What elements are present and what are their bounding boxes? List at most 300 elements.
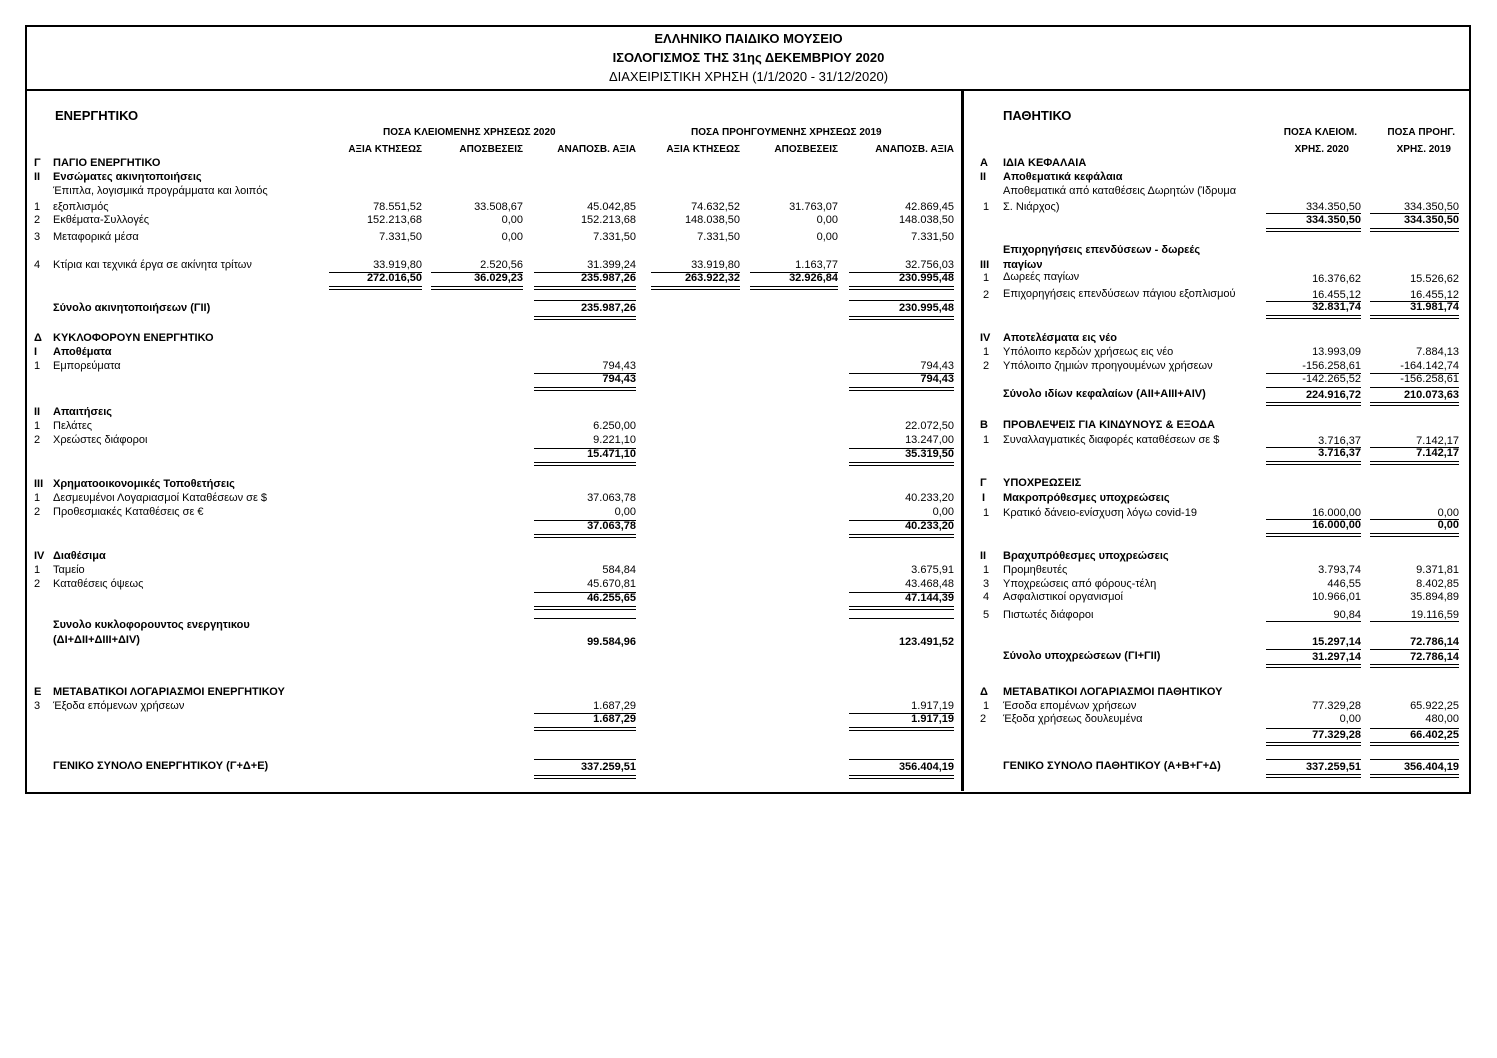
amount-cell: 7.331,50 (593, 231, 636, 243)
underline (1370, 387, 1459, 388)
row-number: 3 (983, 578, 990, 590)
fixed-total-2020: 235.987,26 (580, 302, 636, 314)
double-underline (651, 289, 740, 290)
subtotal-cell: 32.831,74 (1312, 301, 1361, 313)
subtotal-cell: 77.329,28 (1312, 729, 1361, 741)
double-underline (431, 289, 523, 290)
row-label: Ασφαλιστικοί οργανισμοί (1003, 591, 1123, 603)
row-label: Δεσμευμένοι Λογαριασμοί Καταθέσεων σε $ (53, 492, 268, 504)
double-underline (1370, 318, 1459, 319)
double-underline (849, 537, 954, 538)
double-underline (534, 465, 636, 466)
double-underline (1266, 461, 1361, 462)
amount-cell: 77.329,28 (1312, 700, 1361, 712)
underline (1266, 759, 1361, 760)
amount-cell: 10.966,01 (1312, 591, 1361, 603)
row-label: Εμπορεύματα (53, 360, 121, 372)
amount-cell: 45.042,85 (587, 201, 636, 213)
amount-cell: 35.894,89 (1410, 591, 1459, 603)
row-label: Προθεσμιακές Καταθέσεις σε € (53, 506, 204, 518)
row-number: 2 (983, 289, 990, 301)
amount-cell: 794,43 (602, 360, 636, 372)
double-underline (849, 286, 954, 287)
amount-cell: 78.551,52 (373, 201, 422, 213)
amount-cell: 7.331,50 (379, 231, 422, 243)
double-underline (1370, 742, 1459, 743)
row-number: 1 (983, 346, 990, 358)
amount-cell: 33.508,67 (474, 201, 523, 213)
col-header-2020: ΧΡΗΣ. 2020 (1294, 144, 1349, 155)
subtotal-cell: 334.350,50 (1403, 214, 1459, 226)
subtotal-cell: 1.917,19 (911, 713, 954, 725)
amount-cell: 0,00 (614, 506, 636, 518)
col-header-dep: ΑΠΟΣΒΕΣΕΙΣ (459, 144, 523, 155)
amount-cell: 40.233,20 (905, 492, 954, 504)
double-underline (1370, 402, 1459, 403)
subtotal-cell: 235.987,26 (580, 272, 636, 284)
section-code: ΙΙ (34, 171, 41, 183)
subtotal-cell: 36.029,23 (474, 272, 523, 284)
section-code: Ι (982, 492, 986, 504)
assets-grand-total-label: ΓΕΝΙΚΟ ΣΥΝΟΛΟ ΕΝΕΡΓΗΤΙΚΟΥ (Γ+Δ+Ε) (53, 760, 269, 772)
amount-cell: 334.350,50 (1305, 201, 1361, 213)
subsection-title: Αποθεματικά κεφάλαια (1003, 171, 1123, 183)
amount-cell: 3.675,91 (911, 564, 954, 576)
section-title: ΙΔΙΑ ΚΕΦΑΛΑΙΑ (1003, 157, 1087, 169)
row-number: 2 (34, 214, 41, 226)
row-number: 1 (983, 700, 990, 712)
col-header-2019: ΠΟΣΑ ΠΡΟΗΓ. (1387, 127, 1455, 138)
section-code: Α (980, 157, 988, 169)
double-underline (1266, 318, 1361, 319)
double-underline (1266, 664, 1361, 665)
assets-grand-total-2019: 356.404,19 (898, 761, 954, 773)
row-number: 3 (34, 231, 41, 243)
subsection-title: Διαθέσιμα (53, 550, 106, 562)
subtotal-cell: 37.063,78 (587, 520, 636, 532)
statement-title: ΙΣΟΛΟΓΙΣΜΟΣ ΤΗΣ 31ης ΔΕΚΕΜΒΡΙΟΥ 2020 (612, 50, 885, 65)
amount-cell: 33.919,80 (691, 259, 740, 271)
subtotal-cell: 794,43 (920, 373, 954, 385)
underline (849, 300, 954, 301)
assets-heading: ΕΝΕΡΓΗΤΙΚΟ (55, 108, 139, 123)
row-number: 1 (34, 201, 41, 213)
row-label: Σ. Νιάρχος) (1003, 201, 1060, 213)
row-number: 1 (983, 201, 990, 213)
subsection-title: Επιχορηγήσεις επενδύσεων - δωρεές (1003, 244, 1201, 256)
current-total-2019: 123.491,52 (898, 636, 954, 648)
subsection-title: Ενσώματες ακινητοποιήσεις (53, 171, 202, 183)
subtotal-cell: 47.144,39 (905, 592, 954, 604)
subtotal-cell: 794,43 (602, 373, 636, 385)
liabilities-grand-total-2020: 337.259,51 (1305, 761, 1361, 773)
subtotal-cell: 334.350,50 (1305, 214, 1361, 226)
section-title: ΠΡΟΒΛΕΨΕΙΣ ΓΙΑ ΚΙΝΔΥΝΟΥΣ & ΕΞΟΔΑ (1003, 419, 1215, 431)
debts-total-2019: 72.786,14 (1410, 651, 1459, 663)
double-underline (1266, 777, 1361, 778)
column-divider (961, 91, 964, 791)
amount-cell: 13.993,09 (1312, 346, 1361, 358)
section-code: Δ (980, 686, 988, 698)
underline (1370, 621, 1459, 622)
double-underline (534, 390, 636, 391)
subtotal-cell: 66.402,25 (1410, 729, 1459, 741)
col-header-2019: ΧΡΗΣ. 2019 (1396, 144, 1451, 155)
amount-cell: 0,00 (816, 231, 838, 243)
liabilities-heading: ΠΑΘΗΤΙΚΟ (1003, 108, 1072, 123)
row-label: Πελάτες (53, 420, 93, 432)
double-underline (750, 289, 838, 290)
col-group-2019: ΠΟΣΑ ΠΡΟΗΓΟΥΜΕΝΗΣ ΧΡΗΣΕΩΣ 2019 (691, 127, 882, 138)
subsection-title: Αποτελέσματα εις νέο (1003, 332, 1117, 344)
double-underline (1266, 667, 1361, 668)
subsection-title: Βραχυπρόθεσμες υποχρεώσεις (1003, 550, 1169, 562)
amount-cell: 0,00 (1437, 507, 1459, 519)
row-label: Καταθέσεις όψεως (53, 578, 144, 590)
double-underline (329, 286, 422, 287)
double-underline (534, 775, 636, 776)
liabilities-grand-total-label: ΓΕΝΙΚΟ ΣΥΝΟΛΟ ΠΑΘΗΤΙΚΟΥ (Α+Β+Γ+Δ) (1003, 760, 1221, 772)
double-underline (651, 286, 740, 287)
underline (1370, 759, 1459, 760)
double-underline (849, 534, 954, 535)
double-underline (1266, 533, 1361, 534)
amount-cell: 152.213,68 (580, 214, 636, 226)
amount-cell: 74.632,52 (691, 201, 740, 213)
double-underline (1266, 402, 1361, 403)
double-underline (849, 727, 954, 728)
underline (1266, 621, 1361, 622)
section-code: Γ (34, 157, 41, 169)
row-label: Ταμείο (53, 564, 85, 576)
amount-cell: 16.455,12 (1312, 289, 1361, 301)
amount-cell: 19.116,59 (1410, 609, 1459, 621)
double-underline (750, 286, 838, 287)
double-underline (534, 534, 636, 535)
double-underline (1370, 405, 1459, 406)
amount-cell: -156.258,61 (1302, 360, 1361, 372)
col-header-cost: ΑΞΙΑ ΚΤΗΣΕΩΣ (348, 144, 422, 155)
double-underline (849, 390, 954, 391)
row-number: 2 (34, 434, 41, 446)
liabilities-grand-total-2019: 356.404,19 (1403, 761, 1459, 773)
row-label: Έπιπλα, λογισμικά προγράμματα και λοιπός (53, 185, 268, 197)
section-code: Δ (34, 332, 42, 344)
double-underline (849, 775, 954, 776)
section-title: ΚΥΚΛΟΦΟΡΟΥΝ ΕΝΕΡΓΗΤΙΚΟ (53, 332, 214, 344)
double-underline (534, 316, 636, 317)
row-label: Εκθέματα-Συλλογές (53, 214, 150, 226)
subtotal-cell: 272.016,50 (366, 272, 422, 284)
amount-cell: 6.250,00 (593, 420, 636, 432)
amount-cell: 43.468,48 (905, 578, 954, 590)
double-underline (1370, 667, 1459, 668)
double-underline (329, 289, 422, 290)
amount-cell: 16.376,62 (1312, 273, 1361, 285)
double-underline (849, 316, 954, 317)
underline (1266, 387, 1361, 388)
fixed-total-2019: 230.995,48 (898, 302, 954, 314)
double-underline (1370, 461, 1459, 462)
row-label: Δωρεές παγίων (1003, 271, 1080, 283)
double-underline (534, 289, 636, 290)
section-title: ΜΕΤΑΒΑΤΙΚΟΙ ΛΟΓΑΡΙΑΣΜΟΙ ΠΑΘΗΤΙΚΟΥ (1003, 686, 1223, 698)
row-number: 4 (983, 591, 990, 603)
subtotal-cell: 15.471,10 (587, 448, 636, 460)
subtotal-cell: 0,00 (1437, 519, 1459, 531)
section-code: Β (980, 419, 988, 431)
col-header-net: ΑΝΑΠΟΣΒ. ΑΞΙΑ (557, 144, 636, 155)
amount-cell: 1.163,77 (795, 259, 838, 271)
row-number: 1 (983, 272, 990, 284)
amount-cell: 8.402,85 (1416, 578, 1459, 590)
section-title: ΥΠΟΧΡΕΩΣΕΙΣ (1003, 477, 1082, 489)
row-label: Έξοδα χρήσεως δουλευμένα (1003, 713, 1143, 725)
double-underline (534, 462, 636, 463)
underline (849, 759, 954, 760)
row-number: 2 (983, 360, 990, 372)
underline (849, 618, 954, 619)
amount-cell: 1.687,29 (593, 700, 636, 712)
header-divider (25, 89, 1471, 91)
amount-cell: 1.917,19 (911, 700, 954, 712)
underline (1370, 649, 1459, 650)
subtotal-cell: 1.687,29 (593, 713, 636, 725)
double-underline (1370, 464, 1459, 465)
double-underline (431, 286, 523, 287)
amount-cell: 148.038,50 (684, 214, 740, 226)
subsection-title: παγίων (1003, 259, 1043, 271)
amount-cell: 9.221,10 (593, 434, 636, 446)
amount-cell: 45.670,81 (587, 578, 636, 590)
double-underline (1370, 745, 1459, 746)
double-underline (849, 387, 954, 388)
amount-cell: 446,55 (1327, 578, 1361, 590)
double-underline (534, 609, 636, 610)
subtotal-cell: -142.265,52 (1302, 373, 1361, 385)
section-code: Ι (34, 346, 38, 358)
row-label: Μεταφορικά μέσα (53, 231, 139, 243)
section-code: Γ (980, 477, 987, 489)
double-underline (1266, 774, 1361, 775)
amount-cell: 31.399,24 (587, 259, 636, 271)
assets-grand-total-2020: 337.259,51 (580, 761, 636, 773)
current-total-2020: 99.584,96 (587, 636, 636, 648)
row-number: 4 (34, 259, 41, 271)
debts-total-label: Σύνολο υποχρεώσεων (ΓΙ+ΓΙΙ) (1003, 650, 1161, 662)
row-number: 1 (983, 434, 990, 446)
section-code: Ε (34, 686, 42, 698)
amount-cell: 3.716,37 (1318, 435, 1361, 447)
underline (1266, 649, 1361, 650)
double-underline (1266, 405, 1361, 406)
row-label: εξοπλισμός (53, 201, 109, 213)
equity-total-label: Σύνολο ιδίων κεφαλαίων (ΑΙΙ+ΑΙΙΙ+ΑΙV) (1003, 388, 1206, 400)
amount-cell: 37.063,78 (587, 492, 636, 504)
fiscal-period: ΔΙΑΧΕΙΡΙΣΤΙΚΗ ΧΡΗΣΗ (1/1/2020 - 31/12/2020) (608, 69, 889, 84)
amount-cell: 65.922,25 (1410, 700, 1459, 712)
subsection-title: Αποθέματα (53, 346, 112, 358)
subtotal-cell: -156.258,61 (1400, 373, 1459, 385)
current-assets-total-formula: (ΔΙ+ΔΙΙ+ΔΙΙΙ+ΔΙV) (53, 634, 140, 646)
row-label: Υπόλοιπο κερδών χρήσεως εις νέο (1003, 346, 1174, 358)
amount-cell: 16.000,00 (1312, 507, 1361, 519)
subsection-title: Απαιτήσεις (53, 406, 113, 418)
amount-cell: 32.756,03 (905, 259, 954, 271)
subtotal-cell: 7.142,17 (1416, 447, 1459, 459)
subtotal-cell: 40.233,20 (905, 520, 954, 532)
subsection-title: Χρηματοοικονομικές Τοποθετήσεις (53, 478, 235, 490)
amount-cell: 0,00 (1339, 713, 1361, 725)
row-number: 1 (983, 564, 990, 576)
col-group-2020: ΠΟΣΑ ΚΛΕΙΟΜΕΝΗΣ ΧΡΗΣΕΩΣ 2020 (383, 127, 556, 138)
subtotal-cell: 3.716,37 (1318, 447, 1361, 459)
section-code: ΙV (34, 550, 45, 562)
row-label: Κτίρια και τεχνικά έργα σε ακίνητα τρίτων (53, 259, 252, 271)
amount-cell: 2.520,56 (480, 259, 523, 271)
amount-cell: -164.142,74 (1400, 360, 1459, 372)
equity-total-2020: 224.916,72 (1305, 389, 1361, 401)
col-header-net: ΑΝΑΠΟΣΒ. ΑΞΙΑ (875, 144, 954, 155)
double-underline (1370, 315, 1459, 316)
section-title: ΜΕΤΑΒΑΤΙΚΟΙ ΛΟΓΑΡΙΑΣΜΟΙ ΕΝΕΡΓΗΤΙΚΟΥ (53, 686, 285, 698)
row-number: 2 (980, 713, 987, 725)
double-underline (1266, 464, 1361, 465)
double-underline (534, 286, 636, 287)
subtotal-cell: 35.319,50 (905, 448, 954, 460)
col-header-2020: ΠΟΣΑ ΚΛΕΙΟΜ. (1283, 127, 1357, 138)
underline (534, 300, 636, 301)
amount-cell: 148.038,50 (898, 214, 954, 226)
amount-cell: 480,00 (1425, 713, 1459, 725)
subtotal-cell: 32.926,84 (789, 272, 838, 284)
row-number: 1 (34, 420, 41, 432)
col-header-dep: ΑΠΟΣΒΕΣΕΙΣ (774, 144, 838, 155)
double-underline (849, 730, 954, 731)
double-underline (1370, 231, 1459, 232)
row-label: Προμηθευτές (1003, 564, 1068, 576)
subtotal-cell: 46.255,65 (587, 592, 636, 604)
amount-cell: 31.763,07 (789, 201, 838, 213)
row-number: 1 (34, 564, 41, 576)
amount-cell: 3.793,74 (1318, 564, 1361, 576)
amount-cell: 42.869,45 (905, 201, 954, 213)
double-underline (849, 462, 954, 463)
double-underline (1370, 777, 1459, 778)
row-label: Αποθεματικά από καταθέσεις Δωρητών (Ίδρυμα (1003, 185, 1237, 197)
row-label: Υπόλοιπο ζημιών προηγουμένων χρήσεων (1003, 360, 1213, 372)
section-title: ΠΑΓΙΟ ΕΝΕΡΓΗΤΙΚΟ (53, 157, 161, 169)
row-number: 1 (34, 492, 41, 504)
double-underline (849, 778, 954, 779)
double-underline (534, 727, 636, 728)
debts-total-2020: 31.297,14 (1312, 651, 1361, 663)
col-header-cost: ΑΞΙΑ ΚΤΗΣΕΩΣ (666, 144, 740, 155)
subtotal-cell: 15.297,14 (1312, 636, 1361, 648)
row-label: Επιχορηγήσεις επενδύσεων πάγιου εξοπλισμού (1003, 288, 1236, 300)
amount-cell: 22.072,50 (905, 420, 954, 432)
fixed-assets-total-label: Σύνολο ακινητοποιήσεων (ΓΙΙ) (53, 302, 211, 314)
row-label: Πιστωτές διάφοροι (1003, 609, 1094, 621)
row-number: 2 (34, 506, 41, 518)
row-label: Υποχρεώσεις από φόρους-τέλη (1003, 578, 1157, 590)
double-underline (534, 778, 636, 779)
row-label: Κρατικό δάνειο-ενίσχυση λόγω covid-19 (1003, 507, 1197, 519)
amount-cell: 13.247,00 (905, 434, 954, 446)
amount-cell: 584,84 (602, 564, 636, 576)
double-underline (534, 606, 636, 607)
amount-cell: 7.884,13 (1416, 346, 1459, 358)
subtotal-cell: 72.786,14 (1410, 636, 1459, 648)
double-underline (1370, 664, 1459, 665)
outer-frame (25, 25, 1471, 794)
underline (534, 759, 636, 760)
amount-cell: 9.371,81 (1416, 564, 1459, 576)
section-code: ΙΙ (980, 550, 987, 562)
double-underline (1370, 228, 1459, 229)
amount-cell: 152.213,68 (366, 214, 422, 226)
double-underline (534, 537, 636, 538)
row-number: 1 (983, 507, 990, 519)
amount-cell: 7.142,17 (1416, 435, 1459, 447)
amount-cell: 7.331,50 (697, 231, 740, 243)
amount-cell: 7.331,50 (911, 231, 954, 243)
subtotal-cell: 16.000,00 (1312, 519, 1361, 531)
amount-cell: 794,43 (920, 360, 954, 372)
subsection-title: Μακροπρόθεσμες υποχρεώσεις (1003, 492, 1170, 504)
row-number: 2 (34, 578, 41, 590)
amount-cell: 334.350,50 (1403, 201, 1459, 213)
amount-cell: 0,00 (501, 214, 523, 226)
row-number: 5 (983, 609, 990, 621)
double-underline (1370, 774, 1459, 775)
row-label: Έξοδα επόμενων χρήσεων (53, 700, 185, 712)
row-label: Συναλλαγματικές διαφορές καταθέσεων σε $ (1003, 434, 1220, 446)
row-number: 3 (34, 700, 41, 712)
double-underline (534, 730, 636, 731)
double-underline (1266, 742, 1361, 743)
amount-cell: 15.526,62 (1410, 273, 1459, 285)
amount-cell: 90,84 (1333, 609, 1361, 621)
double-underline (849, 606, 954, 607)
double-underline (1266, 228, 1361, 229)
double-underline (1370, 536, 1459, 537)
section-code: ΙV (980, 332, 991, 344)
section-code: ΙΙ (34, 406, 41, 418)
amount-cell: 0,00 (932, 506, 954, 518)
amount-cell: 16.455,12 (1410, 289, 1459, 301)
amount-cell: 0,00 (501, 231, 523, 243)
double-underline (534, 319, 636, 320)
row-label: Χρεώστες διάφοροι (53, 434, 148, 446)
double-underline (1370, 533, 1459, 534)
subtotal-cell: 230.995,48 (898, 272, 954, 284)
amount-cell: 0,00 (816, 214, 838, 226)
section-code: ΙΙ (980, 171, 987, 183)
section-code: ΙΙΙ (34, 478, 44, 490)
row-number: 1 (34, 360, 41, 372)
double-underline (1266, 315, 1361, 316)
double-underline (1266, 536, 1361, 537)
double-underline (849, 609, 954, 610)
double-underline (849, 465, 954, 466)
museum-name: ΕΛΛΗΝΙΚΟ ΠΑΙΔΙΚΟ ΜΟΥΣΕΙΟ (654, 31, 843, 46)
subtotal-cell: 31.981,74 (1410, 301, 1459, 313)
section-code: ΙΙΙ (980, 259, 990, 271)
amount-cell: 33.919,80 (373, 259, 422, 271)
double-underline (1266, 231, 1361, 232)
subtotal-cell: 263.922,32 (684, 272, 740, 284)
